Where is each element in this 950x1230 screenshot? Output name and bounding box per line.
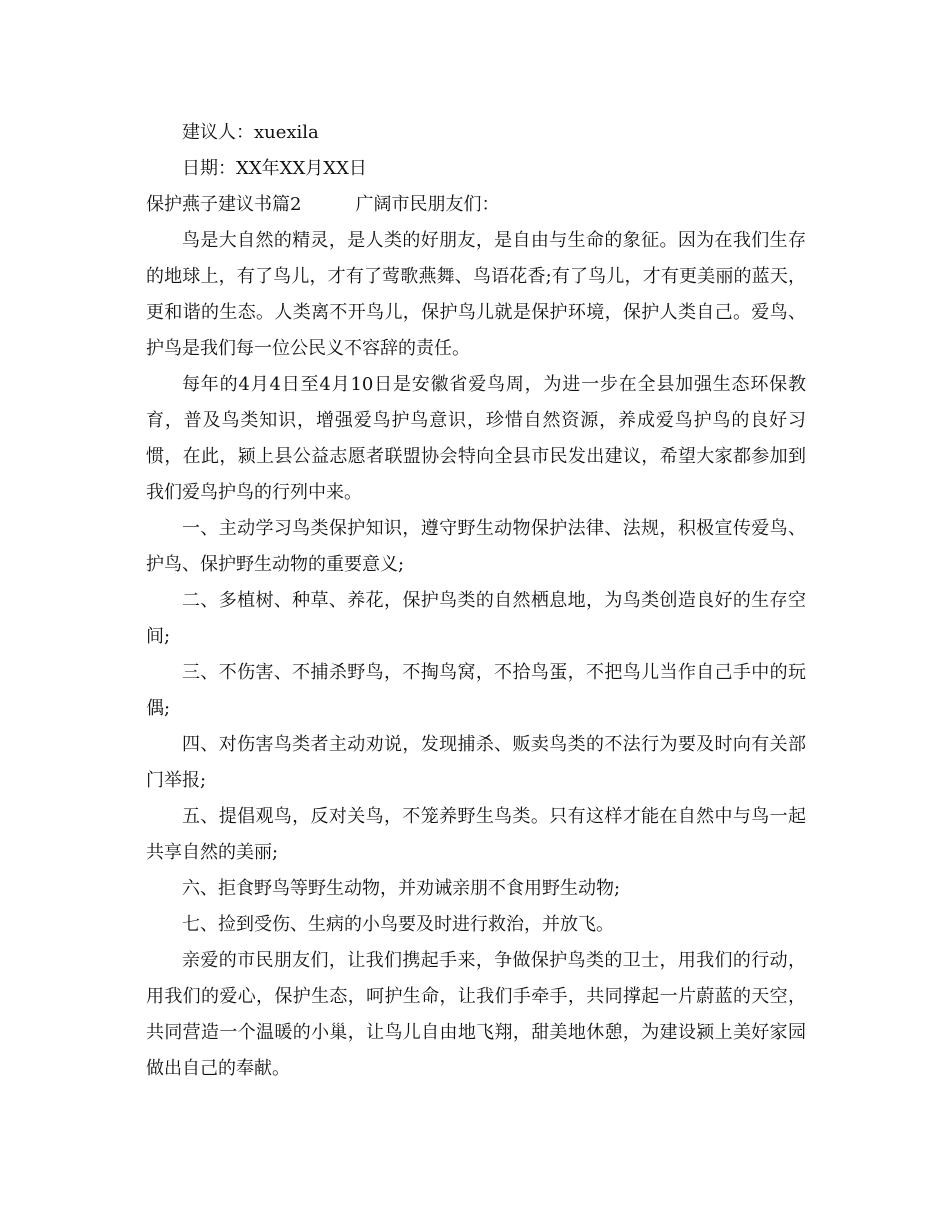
- proposal-item-5: 五、提倡观鸟，反对关鸟，不笼养野生鸟类。只有这样才能在自然中与鸟一起共享自然的美丽;: [146, 806, 806, 863]
- proposal-item-7: 七、捡到受伤、生病的小鸟要及时进行救治，并放飞。: [182, 914, 614, 935]
- date-line: 日期：XX年XX月XX日: [182, 158, 367, 179]
- paragraph-bird-week: 每年的4月4日至4月10日是安徽省爱鸟周，为进一步在全县加强生态环保教育，普及鸟类知识，增强爱鸟护鸟意识，珍惜自然资源，养成爱鸟护鸟的良好习惯，在此，颍上县公益志愿者联盟协会特向全县市民发出建议，希望大家都参加到我们爱鸟护鸟的行列中来。: [146, 374, 806, 503]
- proposal-item-3: 三、不伤害、不捕杀野鸟，不掏鸟窝，不拾鸟蛋，不把鸟儿当作自己手中的玩偶;: [146, 662, 806, 719]
- paragraph-closing: 亲爱的市民朋友们，让我们携起手来，争做保护鸟类的卫士，用我们的行动，用我们的爱心，保护生态，呵护生命，让我们手牵手，共同撑起一片蔚蓝的天空，共同营造一个温暖的小巢，让鸟儿自由地飞翔，甜美地休憩，为建设颍上美好家园做出自己的奉献。: [146, 950, 806, 1079]
- proposal-item-4: 四、对伤害鸟类者主动劝说，发现捕杀、贩卖鸟类的不法行为要及时向有关部门举报;: [146, 734, 806, 791]
- document-body: [146, 115, 806, 1087]
- salutation: 广阔市民朋友们：: [355, 194, 500, 215]
- proposal-item-1: 一、主动学习鸟类保护知识，遵守野生动物保护法律、法规，积极宣传爱鸟、护鸟、保护野生动物的重要意义;: [146, 518, 806, 575]
- proposal-item-6: 六、拒食野鸟等野生动物，并劝诫亲朋不食用野生动物;: [182, 878, 621, 899]
- article-heading: 保护燕子建议书篇2: [146, 194, 302, 215]
- heading-line: [146, 187, 806, 223]
- proposal-item-2: 二、多植树、种草、养花，保护鸟类的自然栖息地，为鸟类创造良好的生存空间;: [146, 590, 806, 647]
- paragraph-intro: 鸟是大自然的精灵，是人类的好朋友，是自由与生命的象征。因为在我们生存的地球上，有了鸟儿，才有了莺歌燕舞、鸟语花香;有了鸟儿，才有更美丽的蓝天，更和谐的生态。人类离不开鸟儿，保护鸟儿就是保护环境，保护人类自己。爱鸟、护鸟是我们每一位公民义不容辞的责任。: [146, 230, 806, 359]
- proposer-line: 建议人：xuexila: [182, 122, 319, 143]
